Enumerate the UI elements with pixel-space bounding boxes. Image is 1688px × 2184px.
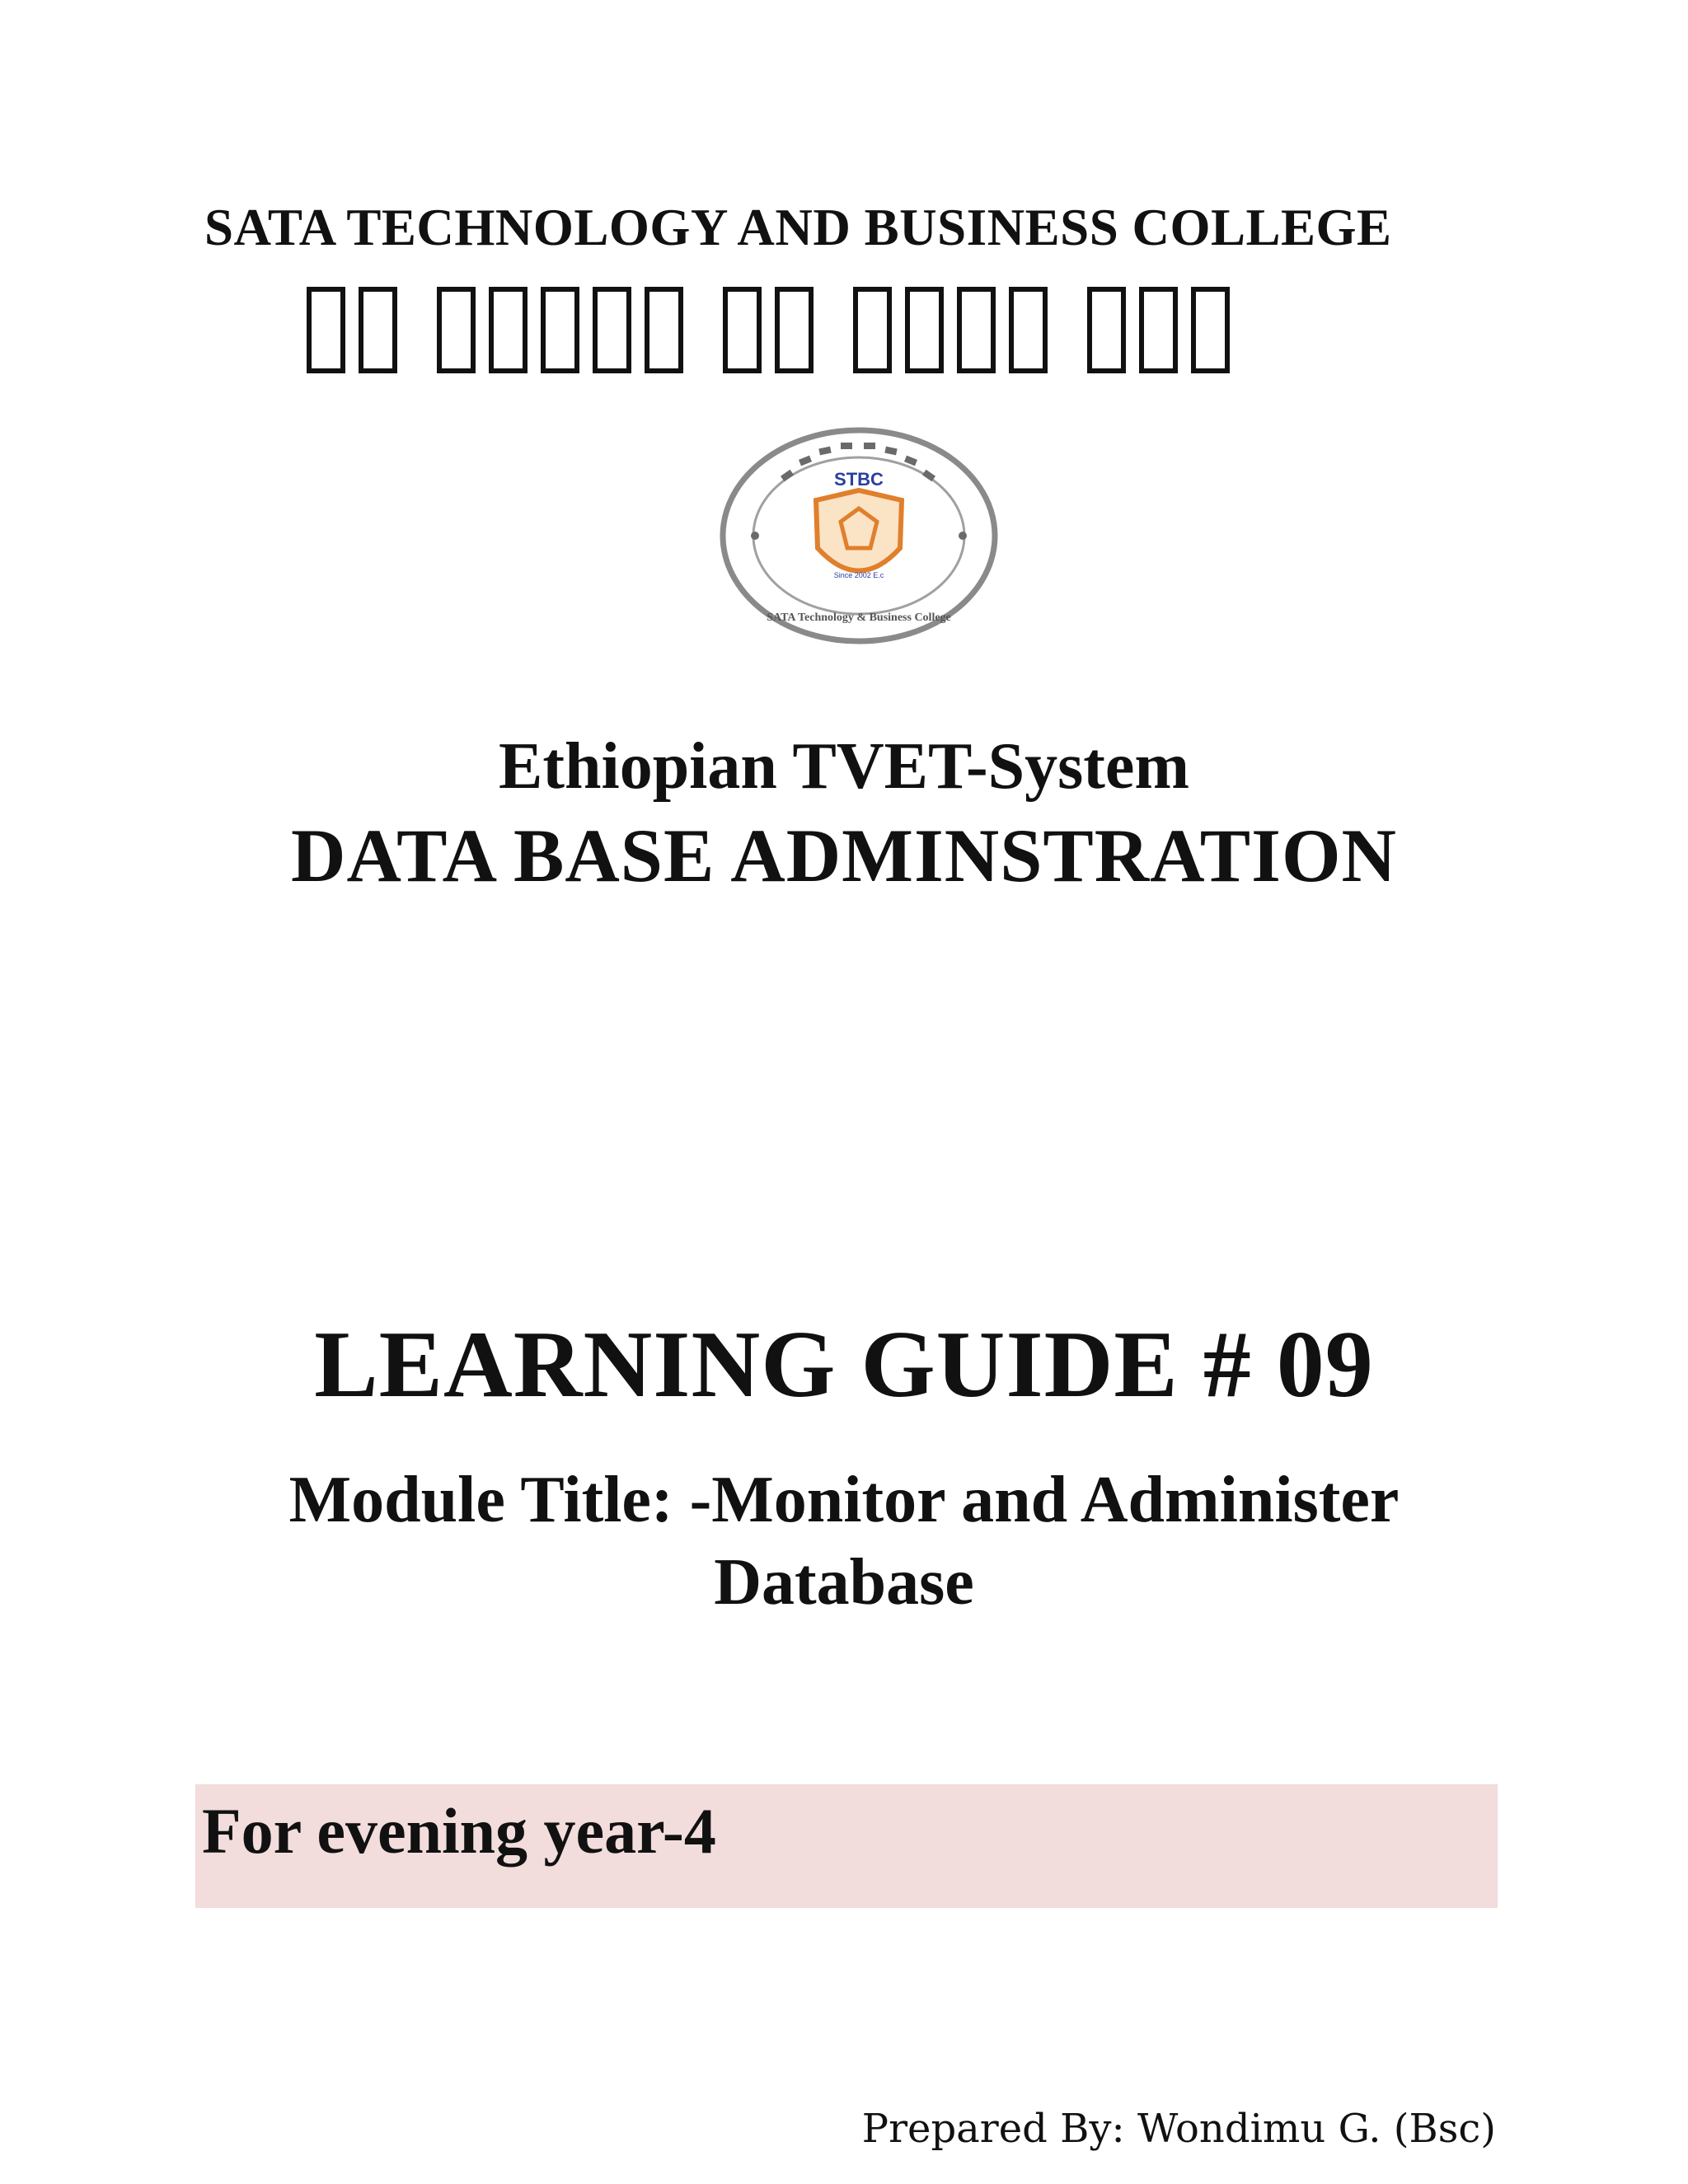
audience-band [195, 1784, 1498, 1908]
shield-icon [816, 490, 902, 571]
amharic-college-name [307, 280, 1230, 379]
learning-guide-title: LEARNING GUIDE # 09 [314, 1312, 1374, 1418]
missing-glyph-box [905, 287, 944, 373]
missing-glyph-box [645, 287, 683, 373]
amharic-word [307, 287, 397, 373]
module-title-line: Module Title: -Monitor and Administer [288, 1464, 1400, 1536]
amharic-word [853, 287, 1048, 373]
system-title: Ethiopian TVET-System [498, 730, 1190, 803]
audience-text: For evening year-4 [202, 1795, 716, 1867]
missing-glyph-box [1009, 287, 1048, 373]
amharic-word [723, 287, 814, 373]
missing-glyph-box [437, 287, 476, 373]
prepared-by: Prepared By: Wondimu G. (Bsc) [861, 2106, 1496, 2152]
missing-glyph-box [853, 287, 892, 373]
module-title [0, 1459, 1688, 1624]
missing-glyph-box [775, 287, 814, 373]
missing-glyph-box [1139, 287, 1178, 373]
missing-glyph-box [541, 287, 579, 373]
module-title-line: Database [714, 1546, 974, 1619]
logo-rim-text: SATA Technology & Business College [767, 612, 951, 624]
logo-since-text: Since 2002 E.c [833, 571, 884, 579]
logo-label: STBC [834, 469, 884, 490]
missing-glyph-box [1191, 287, 1230, 373]
amharic-word [1087, 287, 1230, 373]
missing-glyph-box [957, 287, 996, 373]
college-name: SATA TECHNOLOGY AND BUSINESS COLLEGE [204, 199, 1392, 256]
college-logo [717, 424, 1001, 647]
program-title: DATA BASE ADMINSTRATION [291, 813, 1397, 898]
missing-glyph-box [489, 287, 528, 373]
missing-glyph-box [723, 287, 762, 373]
missing-glyph-box [307, 287, 345, 373]
missing-glyph-box [1087, 287, 1126, 373]
amharic-word [437, 287, 683, 373]
missing-glyph-box [359, 287, 397, 373]
missing-glyph-box [593, 287, 631, 373]
